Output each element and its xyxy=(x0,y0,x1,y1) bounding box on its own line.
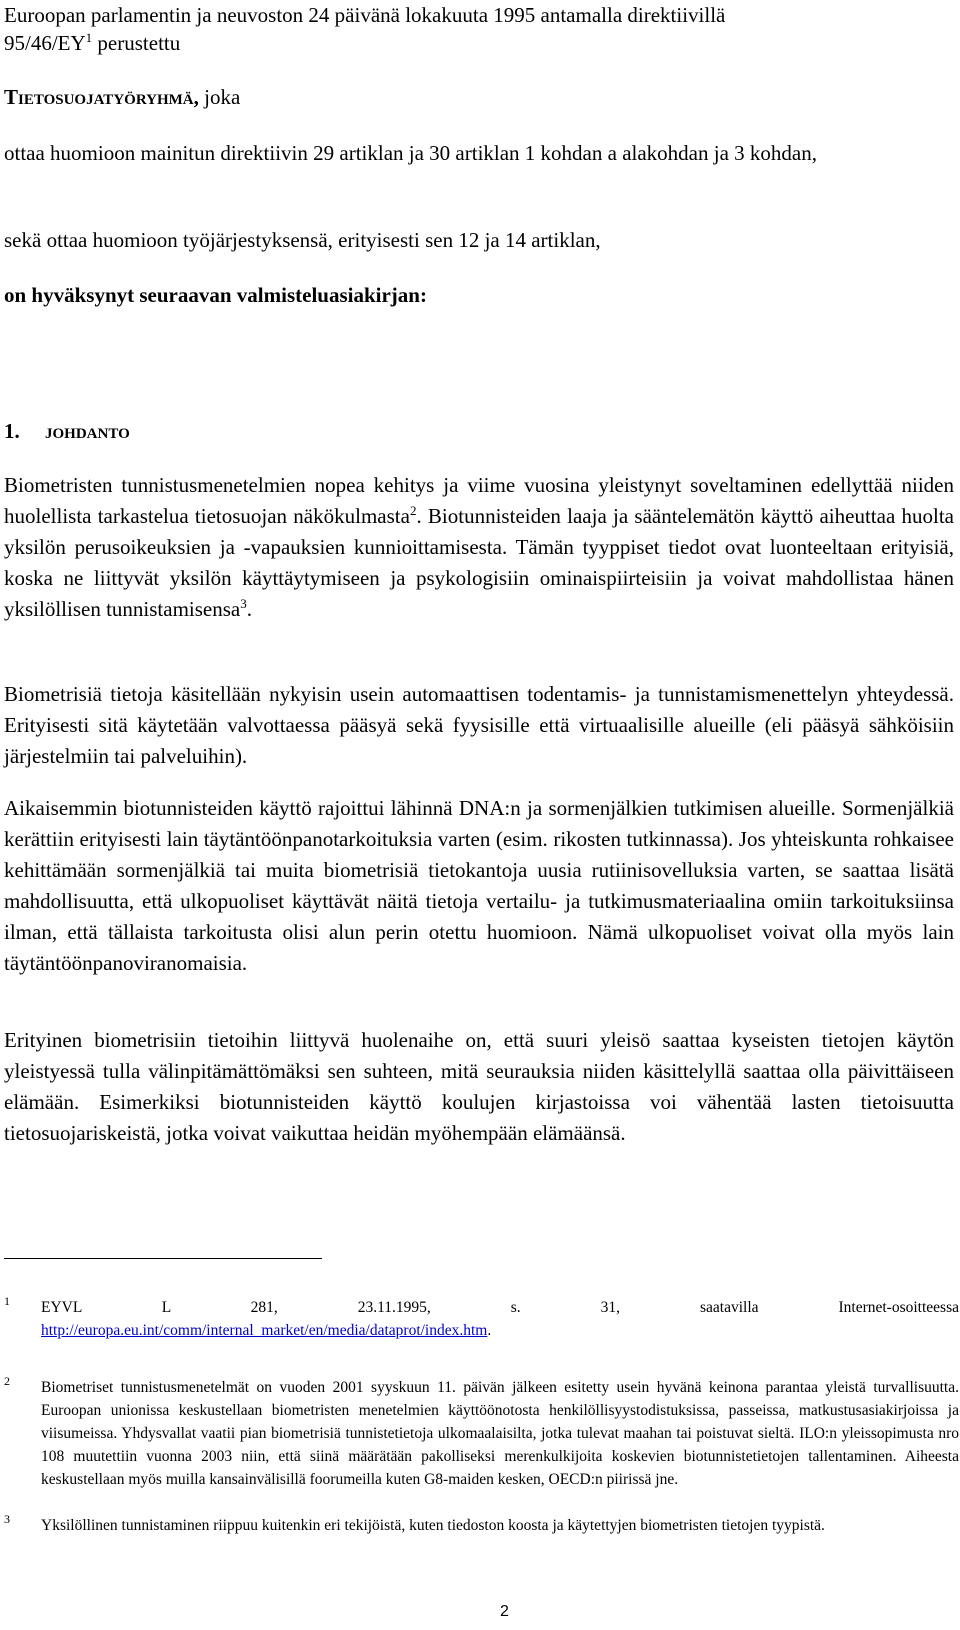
footnote-2 xyxy=(4,1376,959,1491)
footnote-ref-2[interactable]: 2 xyxy=(409,503,417,518)
footnote-2-number: 2 xyxy=(4,1374,10,1388)
paragraph-1: Biometristen tunnistusmenetelmien nopea kehitys ja viime vuosina yleistynyt soveltaminen edellyttää niiden huolellista tarkastelua tietosuojan näkökulmasta$^2$. Biotunnisteiden laaja ja sääntelemätön käyttö aiheuttaa huolta yksilön perusoikeuksien ja -vapauksien kunnioittamisesta. Tämän tyyppiset tiedot ovat luonteeltaan erityisiä, koska ne liittyvät yksilön käyttäytymiseen ja psykologisiin ominaispiirteisiin ja voivat mahdollistaa hänen yksilöllisen tunnistamisensa$^3$. xyxy=(4,473,954,621)
footnote-separator xyxy=(4,1258,322,1259)
footnote-3-text: Yksilöllinen tunnistaminen riippuu kuitenkin eri tekijöistä, kuten tiedoston koosta ja käytettyjen biometristen tietojen tyypistä. xyxy=(41,1517,825,1534)
working-party-name: Tietosuojatyöryhmä, xyxy=(4,85,199,109)
consideration-1: ottaa huomioon mainitun direktiivin 29 artiklan ja 30 artiklan 1 kohdan a alakohdan ja 3 kohdan, xyxy=(4,141,817,165)
paragraph-4: Erityinen biometrisiin tietoihin liittyvä huolenaihe on, että suuri yleisö saattaa kyseisten tietojen käytön yleistyessä tulla välinpitämättömäksi sen suhteen, mitä seurauksia niiden käsittelyllä saattaa olla päivittäiseen elämään. Esimerkiksi biotunnisteiden käyttö koulujen kirjastoissa voi vähentää lasten tietoisuutta tietosuojariskeistä, jotka voivat vaikuttaa heidän myöhempään elämäänsä. xyxy=(4,1028,954,1145)
working-party-line: Tietosuojatyöryhmä, joka xyxy=(4,85,241,109)
section-title: johdanto xyxy=(45,419,130,443)
footnote-1: 1 EYVL L 281, 23.11.1995, s. 31, saatavilla Internet-osoitteessa http://europa.eu.int/comm/internal_market/en/media/dataprot/index.htm. xyxy=(4,1296,959,1342)
intro-line-1: Euroopan parlamentin ja neuvoston 24 päivänä lokakuuta 1995 antamalla direktiivillä xyxy=(4,3,726,27)
paragraph-3: Aikaisemmin biotunnisteiden käyttö rajoittui lähinnä DNA:n ja sormenjälkien tutkimisen alueille. Sormenjälkiä kerättiin erityisesti lain täytäntöönpanotarkoituksia varten (esim. rikosten tutkinnassa). Jos yhteiskunta rohkaisee kehittämään sormenjälkiä tai muita biometrisiä tietokantoja uusia rutiinisovelluksia varten, se saattaa lisätä mahdollisuutta, että ulkopuoliset käyttävät näitä tietoja vertailu- ja tutkimusmateriaalina omiin tarkoituksiinsa ilman, että tällaista tarkoitusta olisi alun perin otettu huomioon. Nämä ulkopuoliset voivat olla myös lain täytäntöönpanoviranomaisia. xyxy=(4,796,954,975)
footnote-ref-1[interactable]: 1 xyxy=(85,30,93,45)
section-number: 1. xyxy=(4,419,20,443)
footnote-1-number: 1 xyxy=(4,1294,10,1308)
adopted-statement: on hyväksynyt seuraavan valmisteluasiakirjan: xyxy=(4,283,427,307)
footnote-ref-3[interactable]: 3 xyxy=(240,596,247,611)
footnote-3-number: 3 xyxy=(4,1512,10,1526)
footnote-3 xyxy=(4,1514,959,1537)
intro-line-2: $95/46/EY^1$ perustettu xyxy=(4,30,181,55)
section-heading xyxy=(4,416,130,447)
footnote-1-link[interactable]: http://europa.eu.int/comm/internal_market/en/media/dataprot/index.htm xyxy=(41,1322,488,1339)
page-number: 2 xyxy=(500,1603,509,1620)
footnote-1-text: EYVL L 281, 23.11.1995, s. 31, saatavilla Internet-osoitteessa xyxy=(41,1299,959,1316)
paragraph-2: Biometrisiä tietoja käsitellään nykyisin usein automaattisen todentamis- ja tunnistamismenettelyn yhteydessä. Erityisesti sitä käytetään valvottaessa pääsyä sekä fyysisille että virtuaalisille alueille (eli pääsyä sähköisiin järjestelmiin tai palveluihin). xyxy=(4,682,954,768)
footnote-2-text: Biometriset tunnistusmenetelmät on vuoden 2001 syyskuun 11. päivän jälkeen esitetty usein hyvänä keinona parantaa yleistä turvallisuutta. Euroopan unionissa keskustellaan biometristen menetelmien käyttöönotosta henkilöllisyystodistuksissa, passeissa, matkustusasiakirjoissa ja viisumeissa. Yhdysvallat vaatii pian biometrisiä tunnistetietoja ulkomaalaisilta, jotka tulevat maahan tai poistuvat sieltä. ILO:n yleissopimusta nro 108 muutettiin vuonna 2003 niin, että siinä määrätään pakolliseksi merenkulkijoita koskevien biotunnistetietojen tallentaminen. Aiheesta keskustellaan myös muilla kansainvälisillä foorumeilla kuten G8-maiden kesken, OECD:n piirissä jne. xyxy=(41,1379,959,1488)
consideration-2: sekä ottaa huomioon työjärjestyksensä, erityisesti sen 12 ja 14 artiklan, xyxy=(4,228,601,252)
